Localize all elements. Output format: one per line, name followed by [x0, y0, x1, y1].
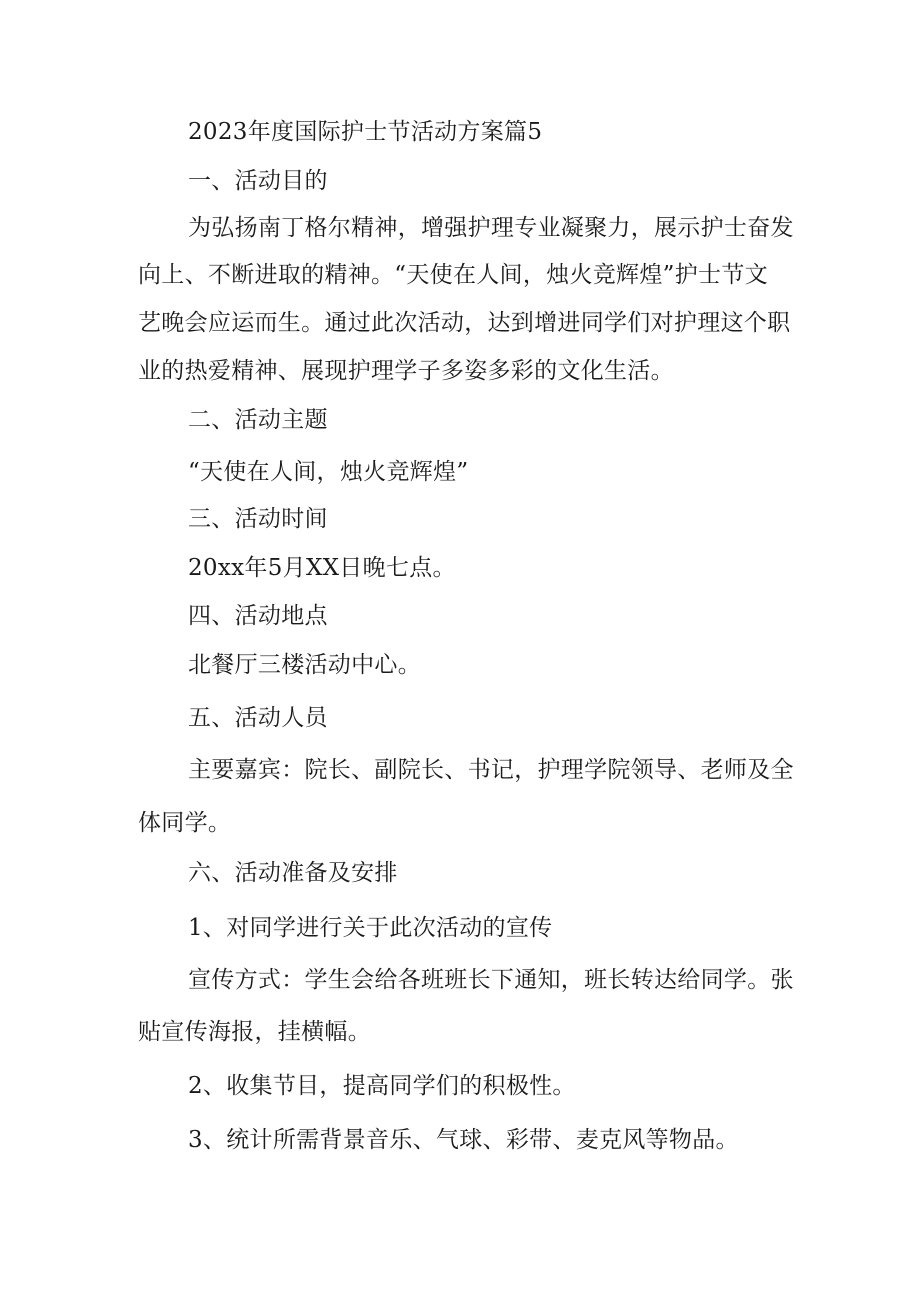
document-title: 2023年度国际护士节活动方案篇5: [188, 119, 543, 145]
paragraph-line: 主要嘉宾：院长、副院长、书记，护理学院领导、老师及全: [188, 757, 794, 783]
paragraph-line: 体同学。: [138, 810, 232, 836]
location-text: 北餐厅三楼活动中心。: [188, 652, 421, 678]
list-item-programs: 2、收集节目，提高同学们的积极性。: [188, 1073, 576, 1099]
paragraph-line: 艺晚会应运而生。通过此次活动，达到增进同学们对护理这个职: [138, 310, 791, 336]
paragraph-line: 贴宣传海报，挂横幅。: [138, 1019, 371, 1045]
section-heading-participants: 五、活动人员: [188, 705, 328, 731]
paragraph-line: 为弘扬南丁格尔精神，增强护理专业凝聚力，展示护士奋发: [188, 215, 794, 241]
paragraph-line: 业的热爱精神、展现护理学子多姿多彩的文化生活。: [138, 358, 674, 384]
paragraph-line: 向上、不断进取的精神。“天使在人间，烛火竞辉煌”护士节文: [138, 262, 768, 288]
section-heading-purpose: 一、活动目的: [188, 168, 328, 194]
section-heading-preparation: 六、活动准备及安排: [188, 860, 398, 886]
theme-text: “天使在人间，烛火竞辉煌”: [188, 459, 469, 485]
paragraph-line: 宣传方式：学生会给各班班长下通知，班长转达给同学。张: [188, 967, 794, 993]
section-heading-location: 四、活动地点: [188, 603, 328, 629]
list-item-publicity: 1、对同学进行关于此次活动的宣传: [188, 915, 553, 941]
section-heading-theme: 二、活动主题: [188, 407, 328, 433]
list-item-supplies: 3、统计所需背景音乐、气球、彩带、麦克风等物品。: [188, 1127, 739, 1153]
section-heading-time: 三、活动时间: [188, 506, 328, 532]
time-text: 20xx年5月XX日晚七点。: [188, 555, 456, 581]
